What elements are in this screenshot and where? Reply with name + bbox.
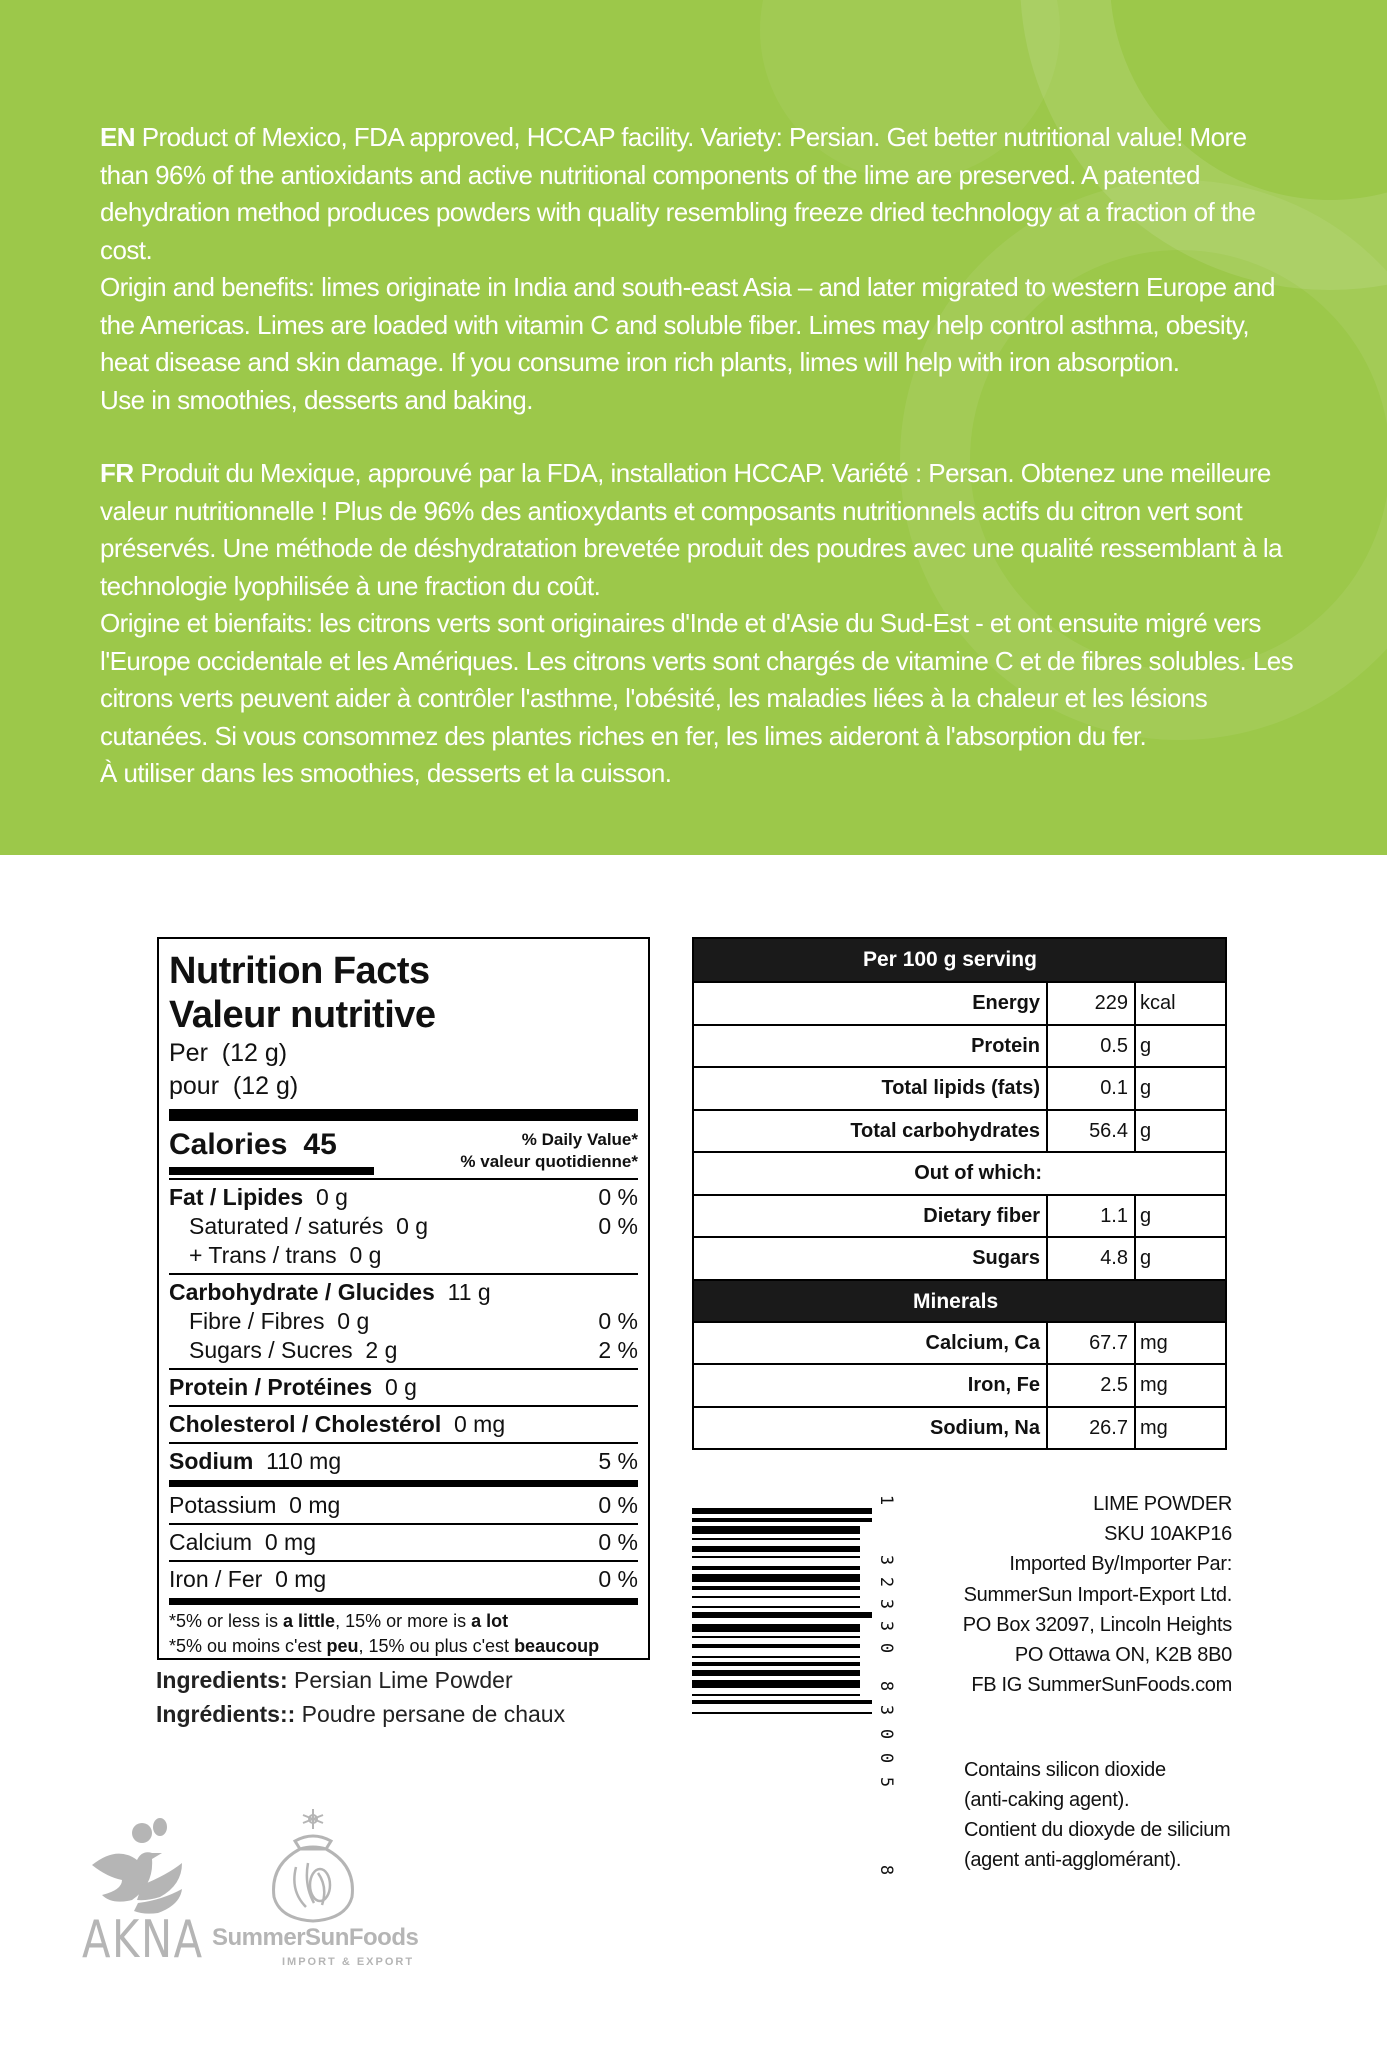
trans-label: + Trans / trans — [189, 1242, 337, 1268]
per-100g-header: Per 100 g serving — [694, 939, 1225, 981]
nf-footnote: *5% or less is a little, 15% or more is a lot *5% ou moins c'est peu, 15% ou plus c'est beaucoup — [169, 1611, 600, 1656]
nf-sugars-row — [169, 1336, 638, 1365]
calcium-amount: 0 mg — [264, 1529, 316, 1555]
barcode-bar — [692, 1546, 860, 1552]
barcode-digit: 3 — [876, 1704, 896, 1716]
nf-divider — [169, 1178, 638, 1180]
importer-address: PO Box 32097, Lincoln Heights — [962, 1613, 1232, 1636]
barcode-bar — [692, 1694, 860, 1696]
nf-cholesterol-row — [169, 1410, 638, 1439]
importer-info — [920, 1489, 1232, 1700]
nf-trans-row — [169, 1241, 638, 1270]
barcode-bar — [692, 1566, 860, 1570]
calories-label: Calories — [169, 1128, 288, 1161]
saturated-amount: 0 g — [396, 1213, 429, 1239]
minerals-header: Minerals — [694, 1279, 1225, 1321]
p100-row: Sugars 4.8 g — [694, 1236, 1225, 1279]
nf-fat-row — [169, 1183, 638, 1212]
barcode-bar — [692, 1656, 860, 1658]
nf-sodium-row — [169, 1447, 638, 1476]
nf-divider — [169, 1368, 638, 1370]
lang-tag-fr: FR — [100, 458, 134, 488]
barcode-bar — [692, 1612, 872, 1618]
sugars-pct: 2 % — [598, 1337, 638, 1363]
nf-divider — [169, 1442, 638, 1444]
calcium-pct: 0 % — [598, 1529, 638, 1555]
p100-row: Sodium, Na 26.7 mg — [694, 1406, 1225, 1449]
barcode-bar — [692, 1680, 860, 1688]
nf-protein-row — [169, 1373, 638, 1402]
product-description-panel — [0, 0, 1387, 855]
p100-row: Iron, Fe 2.5 mg — [694, 1363, 1225, 1406]
barcode-bar — [692, 1556, 860, 1558]
p100-row: Dietary fiber 1.1 g — [694, 1194, 1225, 1237]
sugars-label: Sugars / Sucres — [189, 1337, 353, 1363]
barcode-bar — [692, 1596, 860, 1598]
barcode-digit: 5 — [876, 1776, 896, 1788]
carb-amount: 11 g — [447, 1279, 491, 1305]
iron-pct: 0 % — [598, 1566, 638, 1592]
barcode-bar — [692, 1636, 860, 1638]
nf-divider — [169, 1560, 638, 1562]
importer-company: SummerSun Import-Export Ltd. — [963, 1583, 1232, 1606]
barcode-bar — [692, 1644, 860, 1648]
sodium-amount: 110 mg — [266, 1448, 342, 1474]
barcode-digit: 2 — [876, 1576, 896, 1588]
nf-divider — [169, 1405, 638, 1407]
barcode-bar — [692, 1526, 860, 1534]
barcode-digit: 0 — [876, 1728, 896, 1740]
fr-intro: Produit du Mexique, approuvé par la FDA, installation HCCAP. Variété : Persan. Obtenez une meilleure valeur nutritionnelle ! Plus de 96% des antioxydants et composants nutritionnels actifs du citron vert sont préservés. Une méthode de déshydratation brevetée produit des poudres avec une qualité ressemblant à la technologie lyophilisée à une fraction du coût. — [100, 458, 1283, 601]
potassium-pct: 0 % — [598, 1492, 638, 1518]
nf-title-fr: Valeur nutritive — [169, 994, 436, 1036]
barcode-bar — [692, 1624, 860, 1632]
barcode-bar — [692, 1670, 860, 1676]
summersun-logo-text: SummerSunFoods — [212, 1924, 419, 1951]
ingredients-list — [156, 1663, 565, 1731]
p100-row: Total carbohydrates 56.4 g — [694, 1109, 1225, 1152]
anticaking-notice: Contains silicon dioxide (anti-caking agent). Contient du dioxyde de silicium (agent anti-agglomérant). — [964, 1759, 1231, 1871]
barcode-bar — [692, 1586, 860, 1590]
importer-city: PO Ottawa ON, K2B 8B0 — [1014, 1644, 1232, 1667]
fr-origin: Origine et bienfaits: les citrons verts sont originaires d'Inde et d'Asie du Sud-Est - et ont ensuite migré vers l'Europe occidentale et les Amériques. Les citrons verts sont chargés de vitamine C et de fibres solubles. Les citrons verts peuvent aider à contrôler l'asthme, l'obésité, les maladies liées à la chaleur et les lésions cutanées. Si vous consommez des plantes riches en fer, les limes aideront à l'absorption du fer. — [100, 608, 1294, 751]
barcode-digit: 1 — [876, 1494, 896, 1506]
english-description — [100, 119, 1300, 419]
sugars-amount: 2 g — [365, 1337, 398, 1363]
ingredients-label-fr: Ingrédients:: — [156, 1701, 296, 1727]
barcode-digit: 3 — [876, 1598, 896, 1610]
nf-divider — [169, 1480, 638, 1487]
fat-pct: 0 % — [598, 1184, 638, 1210]
nf-fibre-row — [169, 1307, 638, 1336]
barcode-digit: 0 — [876, 1752, 896, 1764]
fibre-pct: 0 % — [598, 1308, 638, 1334]
importer-social: FB IG SummerSunFoods.com — [971, 1674, 1232, 1697]
protein-amount: 0 g — [385, 1374, 417, 1400]
barcode-bar — [692, 1606, 860, 1608]
saturated-pct: 0 % — [598, 1213, 638, 1239]
ingredients-value-fr: Poudre persane de chaux — [295, 1701, 566, 1727]
barcode-bar — [692, 1700, 872, 1704]
barcode-digit: 8 — [876, 1680, 896, 1692]
lang-tag-en: EN — [100, 122, 136, 152]
nf-divider — [169, 1598, 638, 1605]
barcode-bar — [692, 1508, 872, 1514]
sodium-pct: 5 % — [598, 1448, 638, 1474]
carb-label: Carbohydrate / Glucides — [169, 1279, 435, 1305]
nf-divider — [169, 1523, 638, 1525]
barcode-digit: 3 — [876, 1620, 896, 1632]
sku: SKU 10AKP16 — [1104, 1523, 1232, 1546]
p100-row: Total lipids (fats) 0.1 g — [694, 1066, 1225, 1109]
en-intro: Product of Mexico, FDA approved, HCCAP facility. Variety: Persian. Get better nutritional value! More than 96% of the antioxidants and active nutritional components of the lime are preserved. A patented dehydration method produces powders with quality resembling freeze dried technology at a fraction of the cost. — [100, 122, 1256, 265]
p100-row: Calcium, Ca 67.7 mg — [694, 1321, 1225, 1364]
ingredients-value-en: Persian Lime Powder — [287, 1667, 513, 1693]
iron-label: Iron / Fer — [169, 1566, 263, 1592]
nutrition-facts-table — [157, 937, 650, 1660]
barcode-bar — [692, 1518, 872, 1522]
en-origin: Origin and benefits: limes originate in India and south-east Asia – and later migrated to western Europe and the Americas. Limes are loaded with vitamin C and soluble fiber. Limes may help control asthma, obesity, heat disease and skin damage. If you consume iron rich plants, limes will help with iron absorption. — [100, 272, 1275, 377]
cholesterol-amount: 0 mg — [454, 1411, 506, 1437]
barcode-digit: 8 — [876, 1864, 896, 1876]
calories-bar — [169, 1167, 374, 1175]
nf-saturated-row — [169, 1212, 638, 1241]
barcode-bar — [692, 1538, 860, 1540]
fat-amount: 0 g — [315, 1184, 348, 1210]
protein-label: Protein / Protéines — [169, 1374, 373, 1400]
nf-divider — [169, 1273, 638, 1275]
potassium-label: Potassium — [169, 1492, 277, 1518]
fat-label: Fat / Lipides — [169, 1184, 304, 1210]
akna-logo-text: AKNA — [82, 1910, 204, 1970]
importer-line: Imported By/Importer Par: — [1009, 1553, 1232, 1576]
barcode — [692, 1480, 902, 1880]
barcode-digit: 0 — [876, 1642, 896, 1654]
ingredients-label-en: Ingredients: — [156, 1667, 288, 1693]
daily-value-en: % Daily Value* — [521, 1130, 638, 1149]
calcium-label: Calcium — [169, 1529, 253, 1555]
nf-title-en: Nutrition Facts — [169, 950, 430, 992]
en-use: Use in smoothies, desserts and baking. — [100, 384, 533, 415]
p100-row: Energy 229 kcal — [694, 981, 1225, 1024]
nf-iron-row — [169, 1565, 638, 1594]
calories-value: 45 — [303, 1128, 337, 1161]
nf-calcium-row — [169, 1528, 638, 1557]
p100-row: Protein 0.5 g — [694, 1024, 1225, 1067]
cholesterol-label: Cholesterol / Cholestérol — [169, 1411, 442, 1437]
fr-use: À utiliser dans les smoothies, desserts et la cuisson. — [100, 758, 672, 788]
barcode-digit: 3 — [876, 1554, 896, 1566]
barcode-bar — [692, 1662, 860, 1666]
iron-amount: 0 mg — [275, 1566, 327, 1592]
per-100g-table — [692, 937, 1227, 1450]
nf-divider — [169, 1109, 638, 1121]
p100-subheader: Out of which: — [694, 1151, 1225, 1194]
saturated-label: Saturated / saturés — [189, 1213, 384, 1239]
fibre-amount: 0 g — [337, 1308, 370, 1334]
barcode-bar — [692, 1712, 872, 1714]
french-description — [100, 455, 1300, 793]
sodium-label: Sodium — [169, 1448, 254, 1474]
nf-potassium-row — [169, 1491, 638, 1520]
nf-serving-fr: pour (12 g) — [169, 1072, 299, 1100]
nf-serving-en: Per (12 g) — [169, 1039, 288, 1067]
nf-carb-row — [169, 1278, 638, 1307]
barcode-bar — [692, 1574, 860, 1582]
summersun-logo-subtitle: IMPORT & EXPORT — [282, 1956, 415, 1968]
potassium-amount: 0 mg — [289, 1492, 341, 1518]
nf-calories-row — [169, 1125, 638, 1175]
product-name: LIME POWDER — [1093, 1493, 1232, 1515]
fibre-label: Fibre / Fibres — [189, 1308, 325, 1334]
trans-amount: 0 g — [349, 1242, 382, 1268]
daily-value-fr: % valeur quotidienne* — [460, 1152, 638, 1171]
